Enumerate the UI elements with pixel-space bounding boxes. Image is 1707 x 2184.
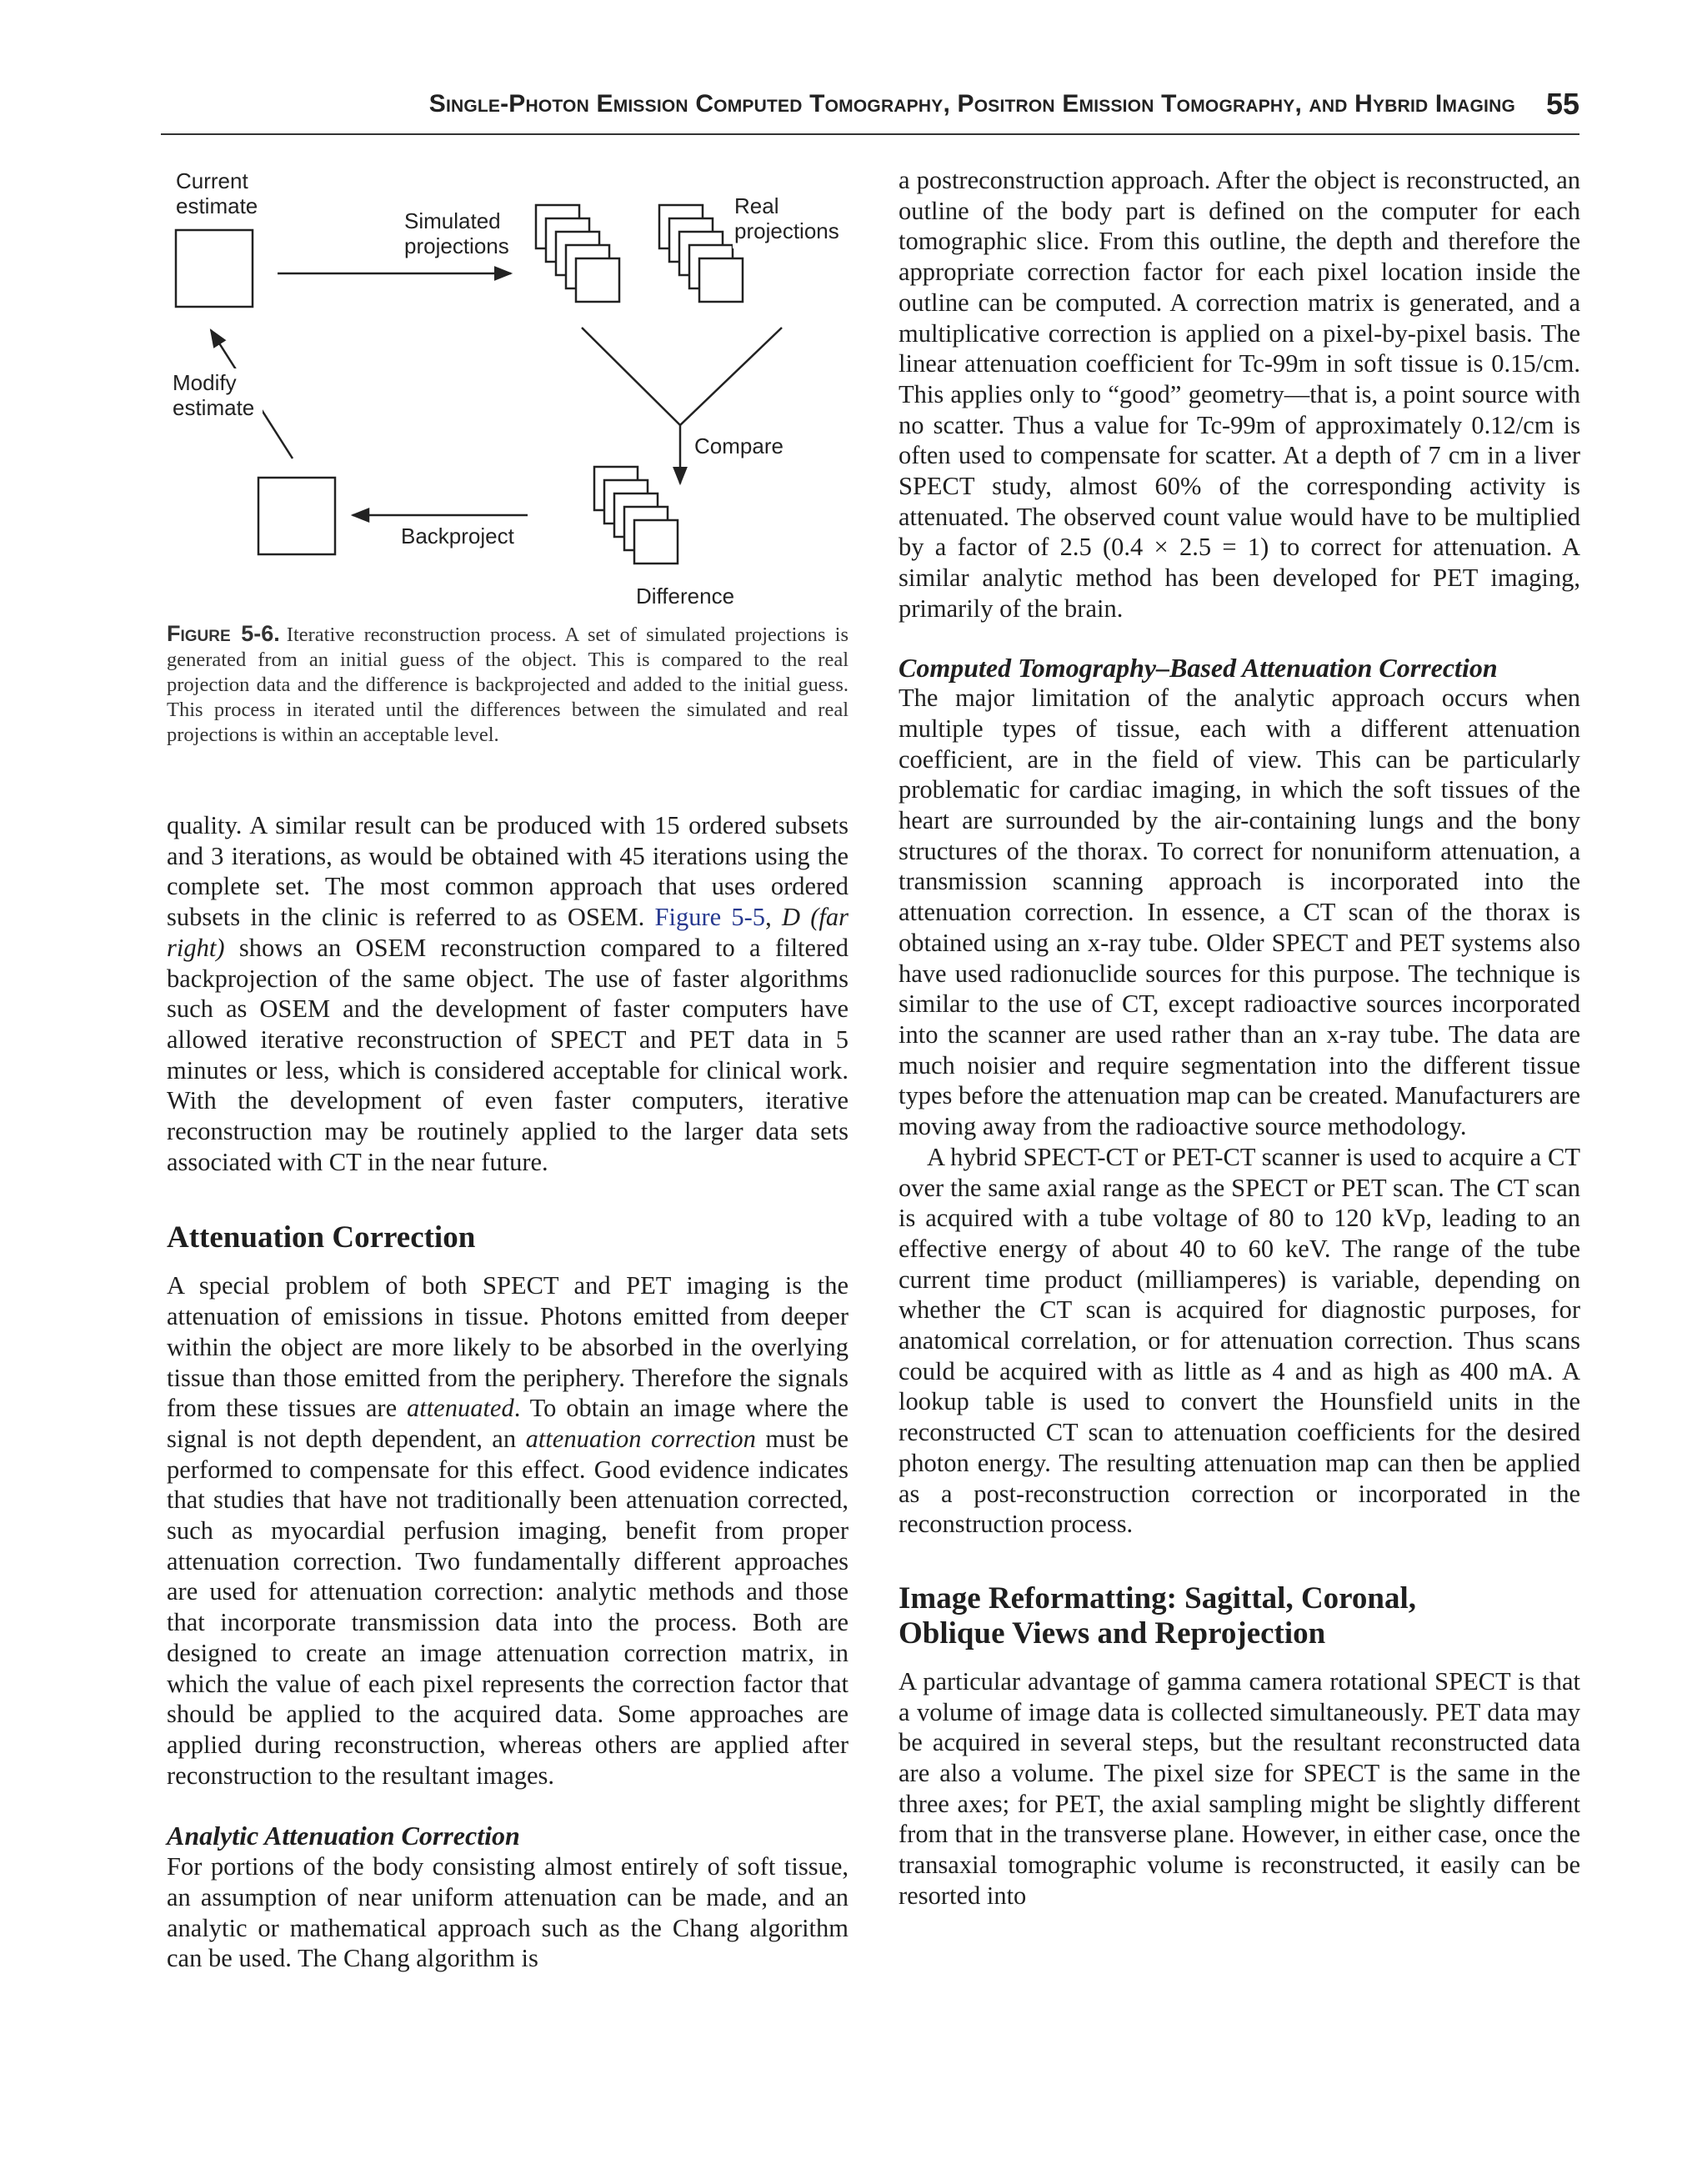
label-difference: Difference [636, 584, 735, 609]
paragraph: A particular advantage of gamma camera rotational SPECT is that a volume of image data is collected simultaneously. PET data may be acquired in several steps, but the resultant reconstructed data are also a volume. The pixel size for SPECT is the same in the three axes; for PET, the axial sampling might be slightly different from that in the transverse plane. However, in either case, once the transaxial tomographic volume is reconstructed, it easily can be resorted into [899, 1666, 1580, 1910]
paragraph: A hybrid SPECT-CT or PET-CT scanner is used to acquire a CT over the same axial range as the SPECT or PET scan. The CT scan is acquired with a tube voltage of 80 to 120 kVp, leading to an effective energy of about 40 to 60 keV. The range of the tube current time product (milliamperes) is variable, depending on whether the CT scan is acquired for diagnostic purposes, for anatomical correlation, or for attenuation correction. Thus scans could be acquired with as little as 4 and as high as 400 mA. A lookup table is used to convert the Hounsfield units in the reconstructed CT scan to attenuation coefficients for the desired photon energy. The resulting attenuation map can then be applied as a post-reconstruction correction or incorporated in the reconstruction process. [899, 1142, 1580, 1539]
section-heading-attenuation: Attenuation Correction [167, 1220, 476, 1255]
caption-text: Iterative reconstruction process. A set of simulated projections is generated from an initial guess of the object. This is compared to the real projection data and the difference is backprojected and added to the initial guess. This process in iterated until the differences between the simulated and real projections is within an acceptable level. [167, 624, 848, 746]
section-heading-reformat [899, 1581, 1580, 1651]
simulated-projections-stack [536, 205, 619, 302]
figure-caption [167, 621, 848, 748]
caption-label: Figure 5-6. [167, 621, 280, 646]
label-real: Real [734, 193, 779, 218]
heading-line: Oblique Views and Reprojection [899, 1615, 1326, 1651]
text-run: A special problem of both SPECT and PET imaging is the attenuation of emissions in tissue. Photons emitted from deeper within the object are more likely to be absorbed in the overlying tissue than those emitted from the periphery. Therefore the signals from these tissues are [167, 1271, 848, 1423]
compare-line-left [582, 328, 680, 425]
left-column [167, 810, 848, 1974]
italic-text: attenuation correction [525, 1424, 756, 1453]
subsection-heading-analytic: Analytic Attenuation Correction [167, 1821, 520, 1851]
italic-text: D (far right) [167, 903, 848, 962]
figure-5-5-link[interactable]: Figure 5-5 [654, 903, 766, 932]
right-column [899, 165, 1580, 1911]
label-backproject: Backproject [401, 523, 514, 549]
text-run: shows an OSEM reconstruction compared to a filtered backprojection of the same object. The use of faster algorithms such as OSEM and the development of faster computers have allowed iterative reconstruction of SPECT and PET data in 5 minutes or less, which is considered acceptable for clinical work. With the development of even faster computers, iterative reconstruction may be routinely applied to the larger data sets associated with CT in the near future. [167, 933, 848, 1176]
header-rule [161, 133, 1579, 135]
real-projections-stack [659, 205, 743, 302]
text-run: quality. A similar result can be produced with 15 ordered subsets and 3 iterations, as would be obtained with 45 iterations using the complete set. The most common approach that uses ordered subsets in the clinic is referred to as OSEM. [167, 811, 848, 932]
current-estimate-box [176, 230, 253, 307]
label-compare: Compare [694, 433, 783, 458]
paragraph [167, 1270, 848, 1791]
label-current: Current [176, 168, 248, 193]
label-current-estimate: estimate [176, 193, 258, 218]
running-head: Single-Photon Emission Computed Tomography, Positron Emission Tomography, and Hybrid Imaging [428, 90, 1515, 118]
text-run: , [765, 903, 782, 932]
subsection-heading-ct: Computed Tomography–Based Attenuation Correction [899, 652, 1498, 683]
label-modify-estimate: estimate [173, 395, 255, 420]
compare-line-right [680, 328, 782, 425]
updated-estimate-box [258, 478, 335, 554]
iterative-reconstruction-diagram [161, 165, 861, 632]
heading-line: Image Reformatting: Sagittal, Coronal, [899, 1580, 1417, 1615]
label-real-projections: projections [734, 218, 839, 243]
paragraph: The major limitation of the analytic approach occurs when multiple types of tissue, each with a different attenuation coefficient, are in the field of view. This can be particularly problematic for cardiac imaging, in which the soft tissues of the heart are surrounded by the air-containing lungs and the bony structures of the thorax. To correct for nonuniform attenuation, a transmission scanning approach is incorporated into the attenuation correction. In essence, a CT scan of the thorax is obtained using an x-ray tube. Older SPECT and PET systems also have used radionuclide sources for this purpose. The technique is similar to the use of CT, except radioactive sources incorporated into the scanner are used rather than an x-ray tube. The data are much noisier and require segmentation into the different tissue types before the attenuation map can be created. Manufacturers are moving away from the radioactive source methodology. [899, 684, 1581, 1141]
text-run: . To obtain an image where the signal is not depth dependent, an [167, 1394, 849, 1453]
paragraph [167, 810, 848, 1177]
label-simulated: Simulated [404, 208, 501, 233]
label-simulated-projections: projections [404, 233, 509, 258]
text-run: must be performed to compensate for this effect. Good evidence indicates that studies that have not traditionally been attenuation corrected, such as myocardial perfusion imaging, benefit from proper attenuation correction. Two fundamentally different approaches are used for attenuation correction: analytic methods and those that incorporate transmission data into the process. Both are designed to create an image attenuation correction matrix, in which the value of each pixel represents the correction factor that should be applied to the acquired data. Some approaches are applied during reconstruction, whereas others are applied after reconstruction to the resultant images. [167, 1424, 848, 1790]
figure-5-6 [161, 165, 861, 632]
page-number: 55 [1545, 87, 1579, 121]
paragraph: a postreconstruction approach. After the object is reconstructed, an outline of the body part is defined on the computer for each tomographic slice. From this outline, the depth and therefore the appropriate correction factor for each pixel location inside the outline can be computed. A correction matrix is generated, and a multiplicative correction is applied on a pixel-by-pixel basis. The linear attenuation coefficient for Tc-99m in soft tissue is 0.15/cm. This applies only to “good” geometry—that is, a point source with no scatter. Thus a value for Tc-99m of approximately 0.12/cm is often used to compensate for scatter. At a depth of 7 cm in a liver SPECT study, almost 60% of the corresponding activity is attenuated. The observed count value would have to be multiplied by a factor of 2.5 (0.4 × 2.5 = 1) to correct for attenuation. A similar analytic method has been developed for PET imaging, primarily of the brain. [899, 166, 1580, 623]
difference-stack [594, 467, 678, 564]
paragraph: For portions of the body consisting almost entirely of soft tissue, an assumption of near uniform attenuation can be made, and an analytic or mathematical approach such as the Chang algorithm can be used. The Chang algorithm is [167, 1852, 848, 1973]
label-modify: Modify [173, 370, 237, 395]
italic-text: attenuated [406, 1394, 514, 1423]
